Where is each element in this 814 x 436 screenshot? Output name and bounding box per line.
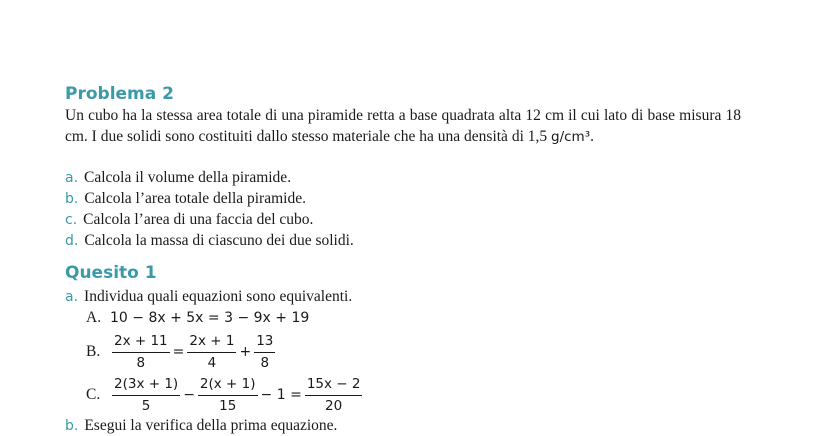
equation-b — [86, 331, 277, 373]
item-marker: b. — [65, 418, 79, 434]
operator: = — [172, 344, 185, 360]
item-marker: a. — [65, 170, 79, 186]
numerator: 13 — [254, 333, 275, 353]
item-text: Calcola l’area totale della piramide. — [84, 190, 306, 207]
item-marker: d. — [65, 233, 79, 249]
item-text: Calcola il volume della piramide. — [84, 169, 292, 186]
denominator: 15 — [219, 397, 237, 414]
item-text: Individua quali equazioni sono equivalenti. — [84, 288, 353, 305]
item-marker: c. — [65, 212, 78, 228]
equation-a — [86, 307, 309, 329]
problem-item-c — [65, 210, 313, 230]
numerator: 2(3x + 1) — [112, 376, 180, 396]
statement-end: . — [590, 127, 594, 145]
denominator: 8 — [260, 354, 270, 371]
item-marker: a. — [65, 289, 79, 305]
fraction — [187, 333, 236, 372]
problem-title: Problema 2 — [65, 84, 174, 104]
quesito-item-b — [65, 416, 337, 436]
equation-label: C. — [86, 386, 101, 403]
quesito-item-a — [65, 287, 352, 307]
statement-text: Un cubo ha la stessa area totale di una piramide retta a base quadrata alta 12 cm il cui lato di base misura 18 cm. I due solidi sono costituiti dallo stesso materiale che ha una densità di 1,5 — [65, 107, 741, 145]
item-text: Calcola la massa di ciascuno dei due solidi. — [84, 232, 354, 249]
denominator: 20 — [325, 397, 343, 414]
operator: − — [183, 387, 195, 403]
equation-label: A. — [86, 309, 102, 326]
problem-item-b — [65, 189, 306, 209]
denominator: 5 — [141, 397, 151, 414]
operator: + — [239, 344, 252, 360]
fraction — [112, 333, 170, 372]
numerator: 2(x + 1) — [198, 376, 258, 396]
item-text: Esegui la verifica della prima equazione. — [84, 417, 338, 434]
fraction — [198, 376, 258, 415]
numerator: 15x − 2 — [305, 376, 363, 396]
denominator: 8 — [136, 354, 146, 371]
fraction — [305, 376, 363, 415]
fraction — [254, 333, 275, 372]
equation-text: 10 − 8x + 5x = 3 − 9x + 19 — [110, 310, 310, 326]
fraction — [112, 376, 180, 415]
problem-item-a — [65, 168, 291, 188]
item-text: Calcola l’area di una faccia del cubo. — [83, 211, 314, 228]
numerator: 2x + 1 — [187, 333, 236, 353]
equation-label: B. — [86, 343, 101, 360]
denominator: 4 — [207, 354, 217, 371]
equation-c — [86, 374, 364, 416]
numerator: 2x + 11 — [112, 333, 170, 353]
density-unit: g/cm³ — [551, 128, 591, 145]
problem-item-d — [65, 231, 354, 251]
item-marker: b. — [65, 191, 79, 207]
problem-statement — [65, 106, 741, 147]
operator: − 1 = — [260, 387, 302, 403]
quesito-title: Quesito 1 — [65, 263, 157, 283]
